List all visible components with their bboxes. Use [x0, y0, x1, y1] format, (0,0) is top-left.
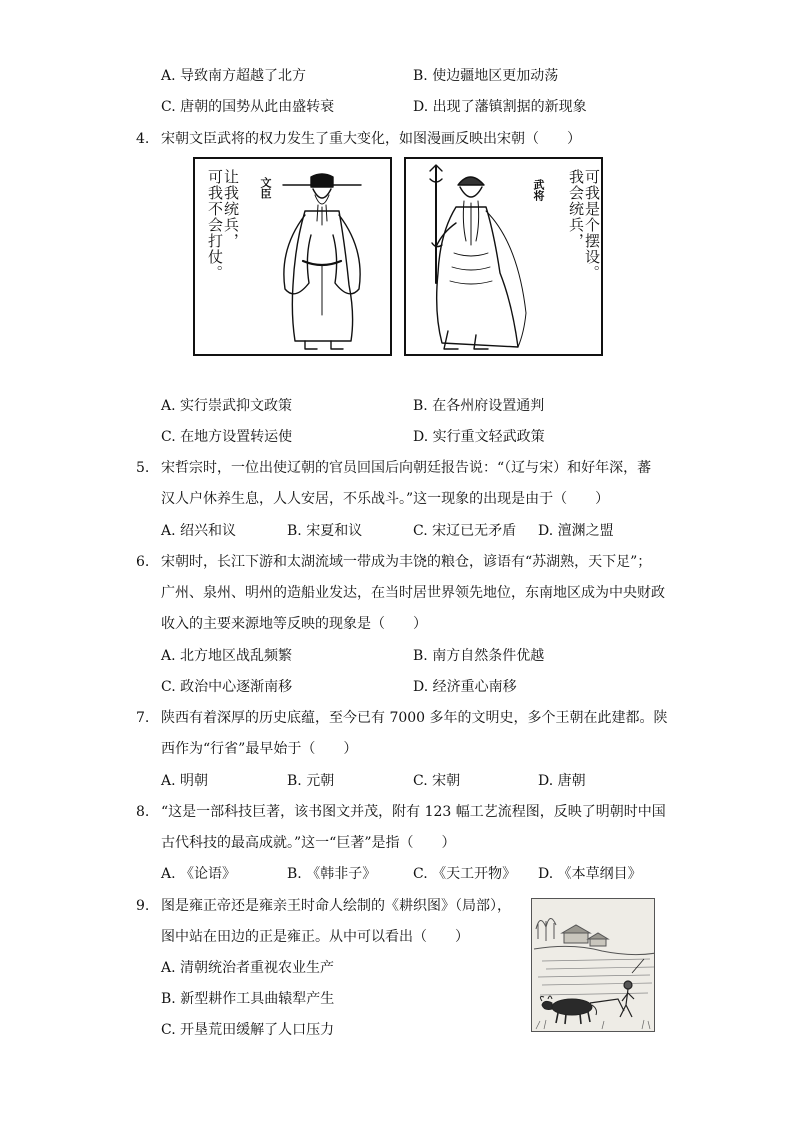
military-general-speech-col2: 可我是个摆设。: [583, 169, 601, 281]
q3-option-a: A. 导致南方超越了北方: [161, 68, 307, 84]
cartoon-civil-official: [193, 157, 392, 356]
military-general-speech-col1: 我会统兵，: [567, 169, 585, 249]
civil-official-figure: [265, 165, 385, 355]
civil-official-label: 文臣: [259, 177, 272, 199]
q7-line2: 西作为“行省”最早始于（ ）: [161, 741, 358, 757]
q5-option-a: A. 绍兴和议: [161, 523, 237, 539]
q8-option-c: C. 《天工开物》: [413, 866, 517, 882]
q3-option-c: C. 唐朝的国势从此由盛转衰: [161, 99, 335, 115]
q3-option-d: D. 出现了藩镇割据的新现象: [413, 99, 587, 115]
q5-option-c: C. 宋辽已无矛盾: [413, 523, 517, 539]
q9-option-a: A. 清朝统治者重视农业生产: [161, 960, 335, 976]
q4-option-d: D. 实行重文轻武政策: [413, 429, 545, 445]
q4-option-b: B. 在各州府设置通判: [413, 398, 545, 414]
military-general-label: 武将: [532, 179, 545, 201]
q4-option-c: C. 在地方设置转运使: [161, 429, 293, 445]
farming-scene-illustration: [532, 899, 655, 1032]
gengzhi-painting: [531, 898, 655, 1032]
military-general-figure: [414, 163, 534, 355]
q6-line1: 宋朝时，长江下游和太湖流域一带成为丰饶的粮仓，谚语有“苏湖熟，天下足”；: [161, 554, 652, 570]
q5-number: 5.: [136, 460, 150, 476]
q8-option-b: B. 《韩非子》: [287, 866, 377, 882]
q6-line3: 收入的主要来源地等反映的现象是（ ）: [161, 616, 427, 632]
q9-line2: 图中站在田边的正是雍正。从中可以看出（ ）: [161, 929, 469, 945]
q7-option-c: C. 宋朝: [413, 773, 461, 789]
q5-option-b: B. 宋夏和议: [287, 523, 363, 539]
q8-line1: “这是一部科技巨著，该书图文并茂，附有 123 幅工艺流程图，反映了明朝时中国: [161, 804, 666, 820]
q7-option-a: A. 明朝: [161, 773, 209, 789]
q9-option-c: C. 开垦荒田缓解了人口压力: [161, 1022, 335, 1038]
q7-number: 7.: [136, 710, 150, 726]
q8-option-d: D. 《本草纲目》: [538, 866, 642, 882]
cartoon-military-general: [404, 157, 603, 356]
q6-option-a: A. 北方地区战乱频繁: [161, 648, 293, 664]
q7-line1: 陕西有着深厚的历史底蕴，至今已有 7000 多年的文明史，多个王朝在此建都。陕: [161, 710, 668, 726]
civil-official-speech-col1: 让我统兵，: [222, 169, 240, 249]
q5-line2: 汉人户休养生息，人人安居，不乐战斗。”这一现象的出现是由于（ ）: [161, 491, 610, 507]
q8-line2: 古代科技的最高成就。”这一“巨著”是指（ ）: [161, 835, 456, 851]
q3-option-b: B. 使边疆地区更加动荡: [413, 68, 559, 84]
q6-option-d: D. 经济重心南移: [413, 679, 517, 695]
q4-stem: 宋朝文臣武将的权力发生了重大变化，如图漫画反映出宋朝（ ）: [161, 131, 581, 147]
q4-number: 4.: [136, 131, 150, 147]
q4-option-a: A. 实行崇武抑文政策: [161, 398, 293, 414]
q9-line1: 图是雍正帝还是雍亲王时命人绘制的《耕织图》（局部），: [161, 898, 511, 914]
q9-option-b: B. 新型耕作工具曲辕犁产生: [161, 991, 335, 1007]
q5-option-d: D. 澶渊之盟: [538, 523, 614, 539]
q6-option-b: B. 南方自然条件优越: [413, 648, 545, 664]
q6-line2: 广州、泉州、明州的造船业发达，在当时居世界领先地位，东南地区成为中央财政: [161, 585, 665, 601]
q8-option-a: A. 《论语》: [161, 866, 237, 882]
q8-number: 8.: [136, 804, 150, 820]
q7-option-d: D. 唐朝: [538, 773, 586, 789]
civil-official-speech-col2: 可我不会打仗。: [206, 169, 224, 281]
q9-number: 9.: [136, 898, 150, 914]
q6-option-c: C. 政治中心逐渐南移: [161, 679, 293, 695]
q6-number: 6.: [136, 554, 150, 570]
q5-line1: 宋哲宗时，一位出使辽朝的官员回国后向朝廷报告说：“（辽与宋）和好年深，蕃: [161, 460, 652, 476]
q7-option-b: B. 元朝: [287, 773, 335, 789]
